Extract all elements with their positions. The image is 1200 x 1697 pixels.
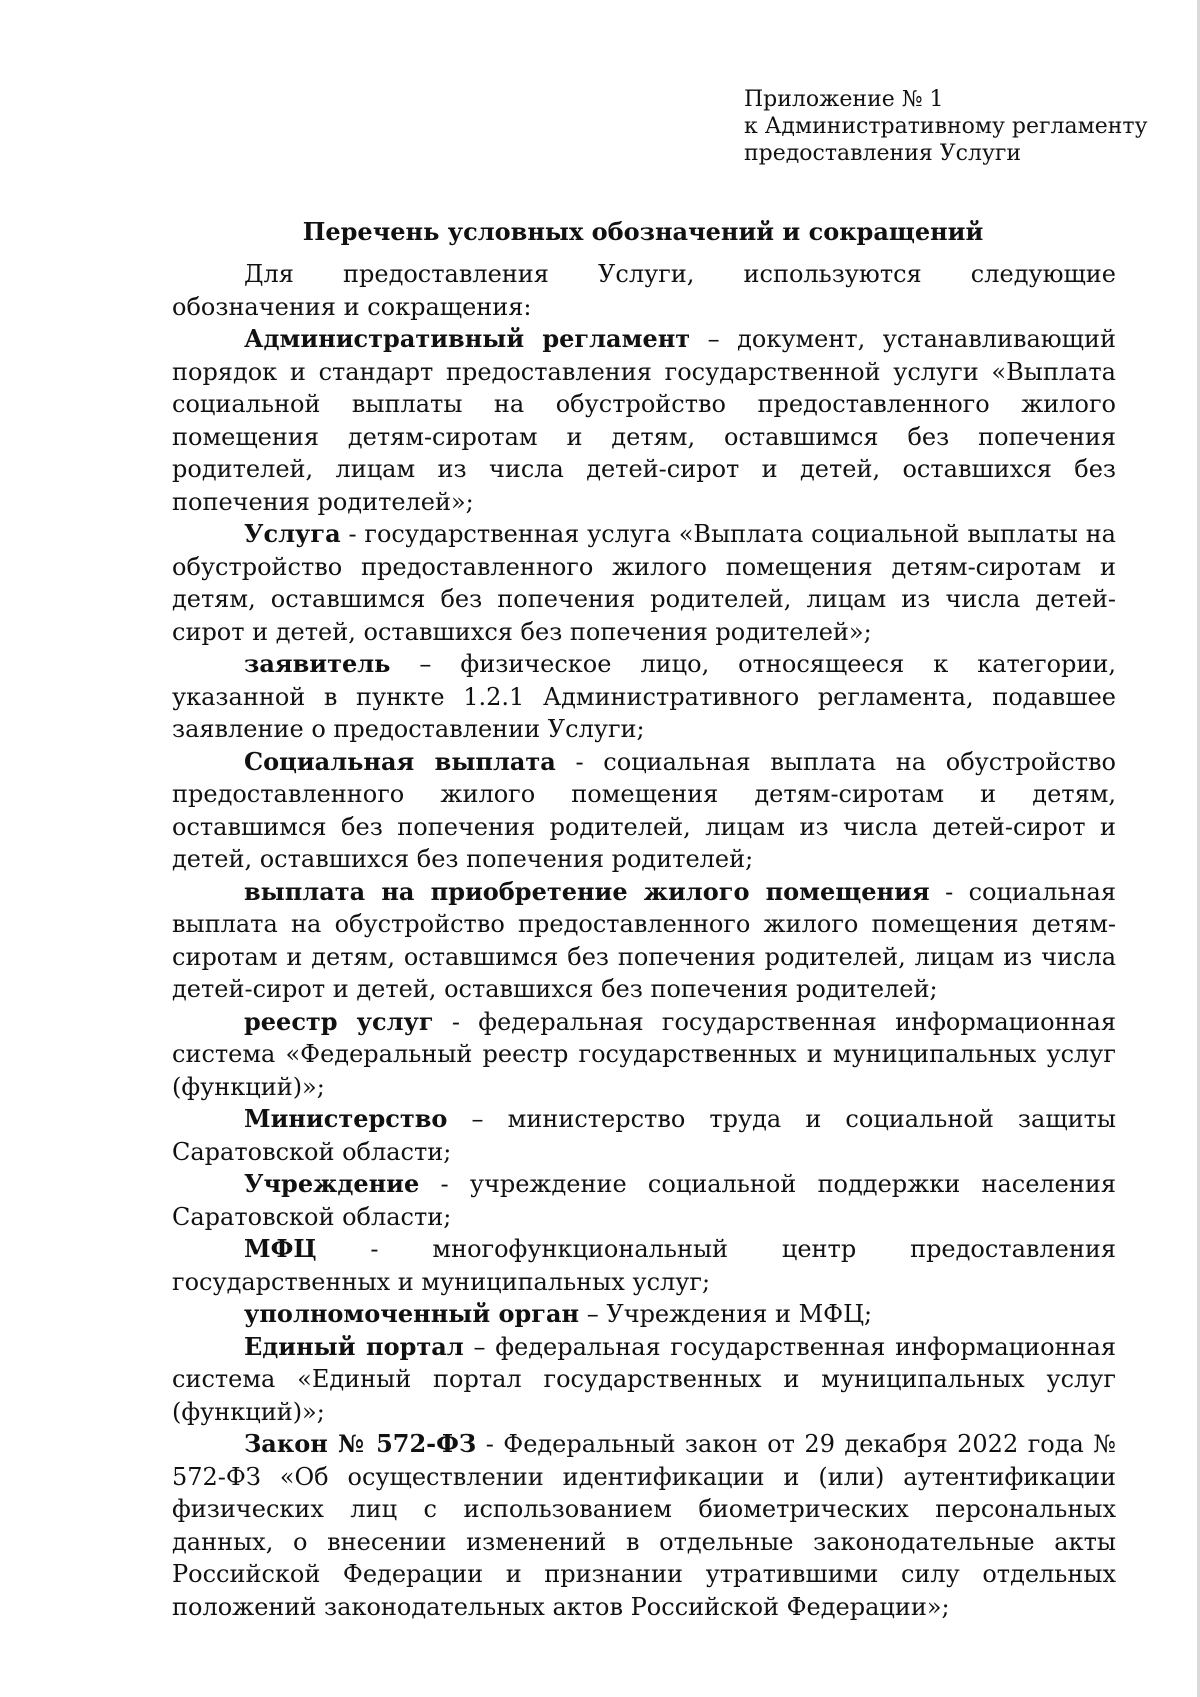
definition-text: учреждение социальной поддержки населения Саратовской области; bbox=[172, 1170, 1116, 1231]
definition-text: документ, устанавливающий порядок и стандарт предоставления государственной услуги «Выплата социальной выплаты на обустройство предоставленного жилого помещения детям-сиротам и детям, оставшимся без попечения родителей, лицам из числа детей-сирот и детей, оставшихся без попечения родителей»; bbox=[172, 325, 1116, 516]
appendix-line-1: Приложение № 1 bbox=[744, 87, 944, 112]
definition-term: реестр услуг bbox=[244, 1006, 434, 1036]
definition-text: социальная выплата на обустройство предоставленного жилого помещения детям-сиротам и детям, оставшимся без попечения родителей, лицам из числа детей-сирот и детей, оставшихся без попечения родителей; bbox=[172, 747, 1116, 873]
definition-term: Административный регламент bbox=[244, 324, 691, 353]
definition-separator: - bbox=[340, 520, 365, 548]
document-body bbox=[172, 258, 1116, 1623]
page-title: Перечень условных обозначений и сокращений bbox=[302, 217, 984, 246]
appendix-header bbox=[744, 86, 1184, 167]
definition-term: Министерство bbox=[244, 1104, 448, 1133]
definition-text: государственная услуга «Выплата социальной выплаты на обустройство предоставленного жилого помещения детям-сиротам и детям, оставшимся без попечения родителей, лицам из числа детей-сирот и детей, оставшихся без попечения родителей»; bbox=[172, 520, 1116, 646]
definition-term: Единый портал bbox=[244, 1331, 464, 1361]
definition-text: физическое лицо, относящееся к категории, указанной в пункте 1.2.1 Административного регламента, подавшее заявление о предоставлении Услуги; bbox=[172, 650, 1117, 743]
definition-authorized-body bbox=[172, 1298, 1116, 1331]
definition-administrative-regulation bbox=[172, 323, 1116, 518]
definition-ministry bbox=[172, 1103, 1116, 1168]
appendix-line-2: к Административному регламенту bbox=[744, 114, 1148, 139]
definition-housing-payment bbox=[172, 876, 1116, 1006]
definition-term: выплата на приобретение жилого помещения bbox=[244, 876, 930, 906]
definition-social-payment bbox=[172, 746, 1116, 876]
definition-term: заявитель bbox=[244, 649, 391, 678]
definition-term: Закон № 572-ФЗ bbox=[244, 1429, 477, 1458]
definition-unified-portal bbox=[172, 1331, 1116, 1429]
definition-term: Услуга bbox=[244, 519, 341, 548]
definition-mfc bbox=[172, 1233, 1116, 1298]
definition-separator: - bbox=[419, 1170, 470, 1198]
intro-paragraph: Для предоставления Услуги, используются следующие обозначения и сокращения: bbox=[172, 260, 1116, 321]
definition-text: Учреждения и МФЦ; bbox=[606, 1300, 873, 1328]
definition-separator: – bbox=[447, 1105, 508, 1133]
definition-term: МФЦ bbox=[244, 1234, 317, 1263]
definition-separator: - bbox=[433, 1007, 479, 1036]
definition-separator: – bbox=[390, 650, 461, 678]
definition-text: Федеральный закон от 29 декабря 2022 года № 572-ФЗ «Об осуществлении идентификации и (или) аутентификации физических лиц с использованием биометрических персональных данных, о внесении изменений в отдельные законодательные акты Российской Федерации и признании утратившими силу отдельных положений законодательных актов Российской Федерации»; bbox=[172, 1430, 1116, 1621]
definition-institution bbox=[172, 1168, 1116, 1233]
definition-text: многофункциональный центр предоставления государственных и муниципальных услуг; bbox=[172, 1235, 1116, 1296]
definition-separator: - bbox=[316, 1235, 433, 1263]
definition-text: федеральная государственная информационная система «Единый портал государственных и муниципальных услуг (функций)»; bbox=[172, 1332, 1116, 1426]
definition-term: Социальная выплата bbox=[244, 746, 556, 776]
definition-applicant bbox=[172, 648, 1116, 746]
definition-term: Учреждение bbox=[244, 1169, 420, 1198]
definition-term: уполномоченный орган bbox=[244, 1299, 580, 1328]
definition-separator: – bbox=[579, 1300, 607, 1328]
definition-separator: - bbox=[555, 747, 604, 776]
definition-separator: - bbox=[476, 1430, 504, 1458]
definition-services-registry bbox=[172, 1006, 1116, 1104]
definition-text: федеральная государственная информационная система «Федеральный реестр государственных и муниципальных услуг (функций)»; bbox=[172, 1007, 1116, 1101]
definition-service bbox=[172, 518, 1116, 648]
appendix-line-3: предоставления Услуги bbox=[744, 141, 1022, 166]
definition-text: министерство труда и социальной защиты Саратовской области; bbox=[172, 1105, 1117, 1166]
definition-separator: – bbox=[463, 1332, 496, 1361]
definition-law-572 bbox=[172, 1428, 1116, 1623]
definition-text: социальная выплата на обустройство предоставленного жилого помещения детям-сиротам и детям, оставшимся без попечения родителей, лицам из числа детей-сирот и детей, оставшихся без попечения родителей; bbox=[172, 877, 1116, 1003]
definition-separator: - bbox=[929, 877, 969, 906]
definition-separator: – bbox=[690, 325, 738, 353]
